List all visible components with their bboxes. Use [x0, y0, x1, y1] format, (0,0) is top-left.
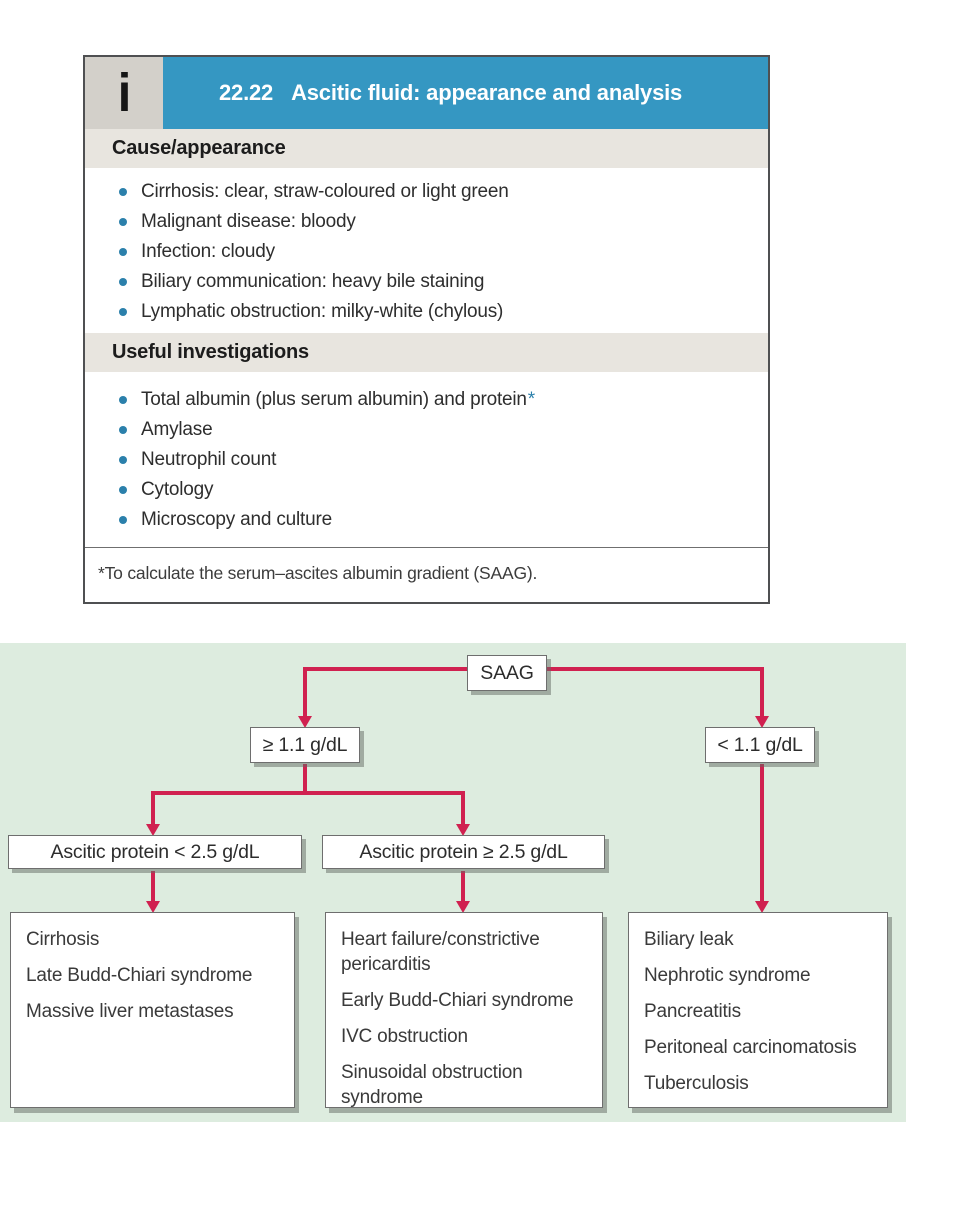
bullet-icon: [119, 308, 127, 316]
list-item: [119, 445, 758, 475]
bullet-icon: [119, 218, 127, 226]
cause-list: [341, 927, 588, 1110]
list-item: [119, 505, 758, 535]
bullet-icon: [119, 516, 127, 524]
page-title: Ascitic fluid: appearance and analysis: [291, 80, 683, 105]
node-ascitic-protein-low: Ascitic protein < 2.5 g/dL: [8, 835, 302, 869]
result-box-high-saag-low-protein: [10, 912, 295, 1108]
node-saag-high: ≥ 1.1 g/dL: [250, 727, 360, 763]
cause-item: Cirrhosis: [26, 929, 100, 950]
bullet-icon: [119, 278, 127, 286]
cause-item: Late Budd-Chiari syndrome: [26, 965, 253, 987]
info-box: [83, 55, 770, 604]
useful-investigations-list: [85, 372, 768, 547]
cause-item: Nephrotic syndrome: [644, 965, 811, 987]
list-item: [119, 237, 758, 267]
connector-high-saag-split: [151, 764, 465, 825]
list-item-text: Microscopy and culture: [141, 509, 332, 530]
bullet-icon: [119, 426, 127, 434]
bullet-icon: [119, 456, 127, 464]
list-item-text: Total albumin (plus serum albumin) and protein: [141, 389, 527, 410]
section-heading-cause-appearance: Cause/appearance: [85, 129, 768, 168]
list-item-text: Cirrhosis: clear, straw-coloured or light green: [141, 181, 509, 202]
node-saag: SAAG: [467, 655, 547, 691]
saag-flowchart: [0, 643, 906, 1122]
footnote: *To calculate the serum–ascites albumin gradient (SAAG).: [85, 547, 768, 602]
list-item: [119, 297, 758, 327]
info-box-title-bar: [163, 57, 768, 129]
footnote-marker: *: [527, 389, 535, 410]
info-box-number: 22.22: [219, 80, 274, 105]
list-item-text: Cytology: [141, 479, 214, 500]
section-heading-useful-investigations: Useful investigations: [85, 333, 768, 372]
bullet-icon: [119, 188, 127, 196]
info-box-header: [85, 57, 768, 129]
list-item-text: Malignant disease: bloody: [141, 211, 356, 232]
list-item: [119, 207, 758, 237]
list-item: [119, 475, 758, 505]
node-saag-low: < 1.1 g/dL: [705, 727, 815, 763]
list-item-text: Lymphatic obstruction: milky-white (chylous): [141, 301, 504, 322]
info-icon-glyph: i: [117, 63, 131, 123]
info-icon: [85, 57, 163, 129]
cause-item: Pancreatitis: [644, 1001, 741, 1023]
cause-item: Tuberculosis: [644, 1073, 749, 1095]
list-item-text: Infection: cloudy: [141, 241, 275, 262]
cause-item: Biliary leak: [644, 929, 734, 950]
bullet-icon: [119, 396, 127, 404]
cause-item: Heart failure/constrictive pericarditis: [341, 929, 540, 976]
bullet-icon: [119, 248, 127, 256]
cause-appearance-list: [85, 168, 768, 333]
list-item: [119, 415, 758, 445]
cause-item: IVC obstruction: [341, 1026, 468, 1048]
list-item: [119, 385, 758, 415]
list-item: [119, 267, 758, 297]
connector-result-drops: [153, 764, 762, 902]
list-item-text: Biliary communication: heavy bile staining: [141, 271, 485, 292]
cause-item: Peritoneal carcinomatosis: [644, 1037, 857, 1059]
cause-item: Sinusoidal obstruction syndrome: [341, 1062, 523, 1109]
list-item: [119, 177, 758, 207]
cause-item: Massive liver metastases: [26, 1001, 234, 1023]
node-ascitic-protein-high: Ascitic protein ≥ 2.5 g/dL: [322, 835, 605, 869]
result-box-low-saag: [628, 912, 888, 1108]
list-item-text: Neutrophil count: [141, 449, 277, 470]
result-box-high-saag-high-protein: [325, 912, 603, 1108]
list-item-text: Amylase: [141, 419, 213, 440]
cause-list: [26, 927, 280, 1024]
bullet-icon: [119, 486, 127, 494]
cause-list: [644, 927, 873, 1096]
cause-item: Early Budd-Chiari syndrome: [341, 990, 574, 1012]
